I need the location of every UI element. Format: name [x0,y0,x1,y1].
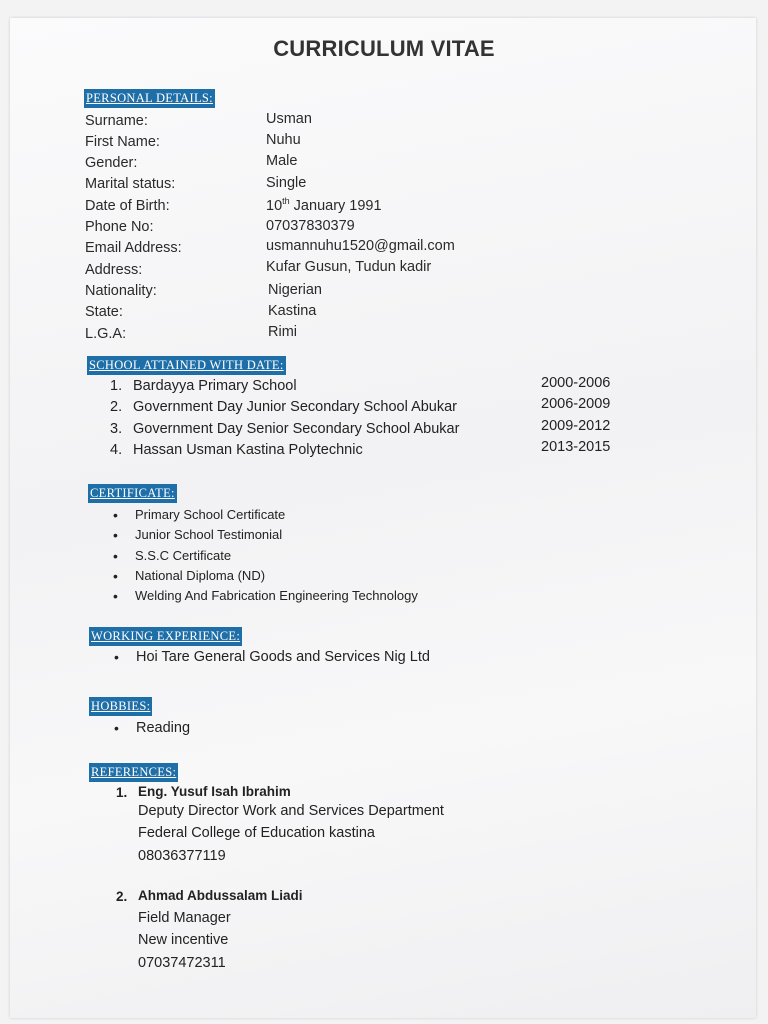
school-number: 3. [110,421,123,437]
certificate-item: • Welding And Fabrication Engineering Technology [135,588,418,603]
school-years: 2006-2009 [541,396,611,412]
personal-details-header: PERSONAL DETAILS: [84,89,215,108]
surname-value: Usman [266,111,312,127]
date-of-birth-label: Date of Birth: [85,198,170,214]
certificate-item: • National Diploma (ND) [135,568,265,583]
first-name-label: First Name: [85,134,160,150]
hobby-item: • Reading [136,720,190,736]
gender-value: Male [266,153,298,169]
marital-status-label: Marital status: [85,176,176,192]
school-number: 1. [110,378,123,394]
document-title: CURRICULUM VITAE [273,36,495,61]
school-name: Government Day Junior Secondary School Abukar [133,399,458,415]
email-value: usmannuhu1520@gmail.com [266,238,455,254]
state-value: Kastina [268,303,317,319]
email-label: Email Address: [85,240,182,256]
state-label: State: [85,304,123,320]
school-years: 2000-2006 [541,375,611,391]
reference-number: 1. [116,785,128,800]
references-header: REFERENCES: [89,763,178,782]
reference-line: Field Manager [138,910,231,926]
school-name: Hassan Usman Kastina Polytechnic [133,442,363,458]
certificate-item: • Primary School Certificate [135,507,285,522]
phone-label: Phone No: [85,219,154,235]
school-number: 2. [110,399,123,415]
address-value: Kufar Gusun, Tudun kadir [266,259,432,275]
first-name-value: Nuhu [266,132,301,148]
nationality-value: Nigerian [268,282,322,298]
gender-label: Gender: [85,155,138,171]
schools-header: SCHOOL ATTAINED WITH DATE: [87,356,286,375]
marital-status-value: Single [266,175,307,191]
certificate-item: • Junior School Testimonial [135,527,282,542]
school-name: Government Day Senior Secondary School Abukar [133,421,460,437]
reference-number: 2. [116,889,128,904]
surname-label: Surname: [85,113,148,129]
phone-value: 07037830379 [266,218,355,234]
reference-line: New incentive [138,932,229,948]
experience-header: WORKING EXPERIENCE: [89,627,242,646]
reference-phone: 07037472311 [138,955,226,971]
reference-name: Eng. Yusuf Isah Ibrahim [138,784,291,799]
school-years: 2013-2015 [541,439,611,455]
reference-phone: 08036377119 [138,848,226,864]
hobbies-header: HOBBIES: [89,697,152,716]
reference-line: Federal College of Education kastina [138,825,375,841]
lga-label: L.G.A: [85,326,127,342]
lga-value: Rimi [268,324,297,340]
reference-name: Ahmad Abdussalam Liadi [138,888,303,903]
school-number: 4. [110,442,123,458]
date-of-birth-value: 10th January 1991 [266,196,382,214]
reference-line: Deputy Director Work and Services Department [138,803,444,819]
certificate-header: CERTIFICATE: [88,484,177,503]
nationality-label: Nationality: [85,283,157,299]
school-years: 2009-2012 [541,418,611,434]
certificate-item: • S.S.C Certificate [135,548,231,563]
address-label: Address: [85,262,143,278]
experience-item: • Hoi Tare General Goods and Services Nig Ltd [136,649,430,665]
school-name: Bardayya Primary School [133,378,297,394]
